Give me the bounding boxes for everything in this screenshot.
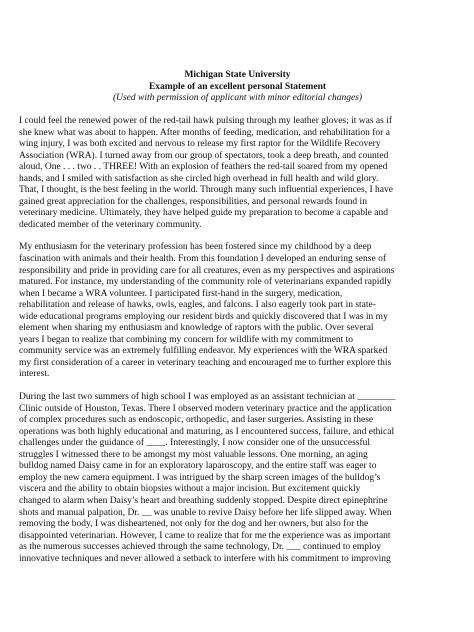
text-line: operations was both highly educational and maturing, as I encountered success, failure, and ethical (19, 426, 395, 437)
text-line: element when sharing my enthusiasm and knowledge of raptors with the public. Over several (19, 323, 374, 334)
text-line: responsibility and pride in providing care for all creatures, even as my perspectives and aspirations (19, 265, 395, 276)
text-line: disappointed veterinarian. However, I came to realize that for me the experience was as important (19, 530, 391, 541)
paragraph-2 (19, 242, 456, 381)
text-line: veterinary medicine. Ultimately, they have helped guide my preparation to become a capable and (19, 208, 388, 219)
text-line: my first consideration of a career in veterinary teaching and encouraged me to further explore this (19, 357, 392, 368)
text-line: I could feel the renewed power of the red-tail hawk pulsing through my leather gloves; it was as if (19, 116, 393, 126)
text-line: bulldog named Daisy came in for an exploratory laparoscopy, and the entire staff was eager to (19, 461, 377, 472)
document-header (19, 70, 456, 105)
text-line: changed to alarm when Daisy’s heart and breathing suddenly stopped. Despite direct epinephrine (19, 495, 388, 506)
institution-title: Michigan State University (184, 70, 291, 80)
text-line: removing the body, I was disheartened, not only for the dog and her owners, but also for the (19, 519, 369, 530)
text-line: fascination with animals and their health. From this foundation I developed an enduring sense of (19, 254, 386, 265)
text-line: challenges under the guidance of ____. Interestingly, I now consider one of the unsuccessful (19, 438, 371, 449)
text-line: My enthusiasm for the veterinary profession has been fostered since my childhood by a deep (19, 242, 372, 253)
text-line: viscera and the ability to obtain biopsies without a major incision. But excitement quickly (19, 484, 361, 495)
text-line: when I became a WRA volunteer. I participated first-hand in the surgery, medication, (19, 288, 343, 299)
paragraph-3 (19, 392, 456, 565)
text-line: innovative techniques and never allowed a setback to interfere with his commitment to improving (19, 553, 391, 564)
text-line: wide educational programs employing our resident birds and quickly discovered that I was in my (19, 311, 388, 322)
text-line: she knew what was about to happen. After months of feeding, medication, and rehabilitation for a (19, 127, 390, 138)
text-line: struggles I witnessed there to be amongst my most valuable lessons. One morning, an aging (19, 449, 368, 460)
text-line: matured. For instance, my understanding of the community role of veterinarians expanded rapidly (19, 277, 392, 288)
text-line: Clinic outside of Houston, Texas. There I observed modern veterinary practice and the application (19, 403, 392, 414)
text-line: years I began to realize that combining my concern for wildlife with my commitment to (19, 334, 353, 345)
text-line: Association (WRA). I turned away from our group of spectators, took a deep breath, and counted (19, 150, 389, 161)
document-title: Example of an excellent personal Statement (148, 81, 327, 92)
text-line: wing injury, I was both excited and nervous to release my first raptor for the Wildlife Recovery (19, 139, 381, 150)
text-line: rehabilitation and release of hawks, owls, eagles, and falcons. I also eagerly took part in state- (19, 300, 376, 311)
text-line: as the numerous successes achieved through the same technology, Dr. ___ continued to employ (19, 542, 382, 553)
text-line: community service was an extremely fulfilling endeavor. My experiences with the WRA sparked (19, 346, 388, 357)
text-line: During the last two summers of high school I was employed as an assistant technician at ________ (19, 392, 396, 403)
text-line: employ the new camera equipment. I was intrigued by the sharp screen images of the bulldog’s (19, 472, 381, 483)
text-line: gained great appreciation for the challenges, responsibilities, and personal rewards found in (19, 196, 367, 207)
text-line: interest. (19, 369, 50, 380)
text-line: shots and manual palpation, Dr. __ was unable to revive Daisy before her life slipped away. When (19, 507, 392, 518)
text-line: That, I thought, is the best feeling in the world. Through many such influential experiences, I have (19, 185, 393, 196)
text-line: hands, and I smiled with satisfaction as she circled high overhead in full health and wild glory. (19, 173, 379, 184)
text-line: aloud, One . . . two . . THREE! With an explosion of feathers the red-tail soared from my opened (19, 162, 388, 173)
text-line: dedicated member of the veterinary community. (19, 219, 202, 230)
text-line: of complex procedures such as endoscopic, orthopedic, and laser surgeries. Assisting in these (19, 415, 374, 426)
document-subtitle: (Used with permission of applicant with minor editorial changes) (112, 93, 363, 103)
paragraph-1 (19, 116, 456, 231)
